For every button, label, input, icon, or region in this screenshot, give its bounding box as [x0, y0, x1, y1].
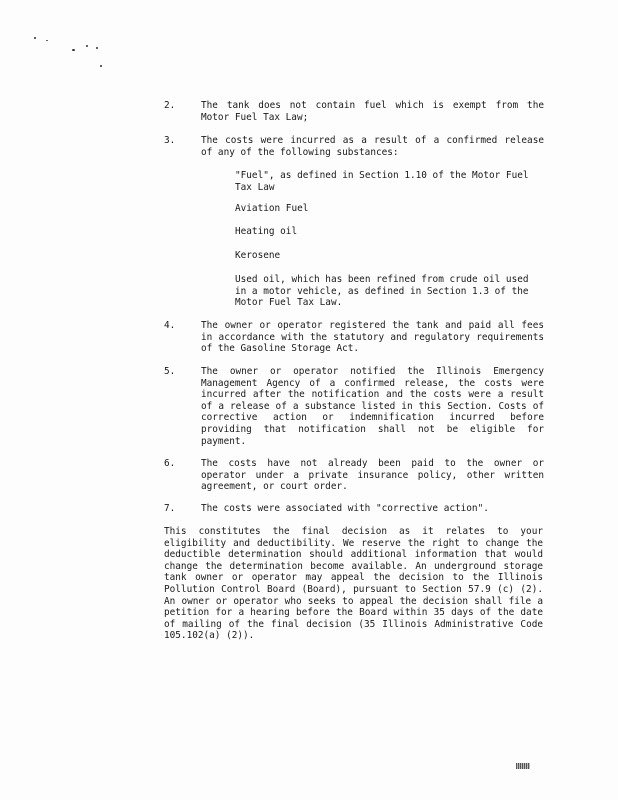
- scan-speck: [72, 49, 75, 51]
- scan-speck: [46, 40, 48, 41]
- substance-item: Heating oil: [235, 226, 298, 237]
- item-number: 2.: [164, 100, 176, 111]
- scan-mark: [516, 763, 530, 769]
- item-number: 7.: [164, 503, 176, 514]
- closing-paragraph: This constitutes the final decision as it relates to your eligibility and deductibility. We reserve the right to change the deductible determination should additional information that would change the determination become available. An underground storage tank owner or operator may appeal the decision to the Illinois Pollution Control Board (Board), pursuant to Section 57.9 (c) (2). An owner or operator who seeks to appeal the decision shall file a petition for a hearing before the Board within 35 days of the date of mailing of the final decision (35 Illinois Administrative Code 105.102(a) (2)).: [164, 526, 543, 642]
- item-text: The tank does not contain fuel which is exempt from the Motor Fuel Tax Law;: [201, 100, 544, 123]
- list-item: [164, 366, 544, 447]
- item-text: The costs have not already been paid to the owner or operator under a private insurance policy, other written agreement, or court order.: [201, 458, 544, 493]
- list-item: [164, 458, 544, 493]
- item-number: 3.: [164, 135, 176, 146]
- item-text: The costs were incurred as a result of a confirmed release of any of the following substances:: [201, 135, 544, 158]
- item-number: 6.: [164, 458, 176, 469]
- item-text: The owner or operator notified the Illinois Emergency Management Agency of a confirmed release, the costs were incurred after the notification and the costs were a result of a release of a substance listed in this Section. Costs of corrective action or indemnification incurred before providing that notification shall not be eligible for payment.: [201, 366, 544, 447]
- item-text: The costs were associated with "corrective action".: [201, 503, 489, 514]
- item-number: 4.: [164, 320, 176, 331]
- scan-speck: [86, 45, 88, 47]
- item-number: 5.: [164, 366, 176, 377]
- list-item: [164, 135, 544, 158]
- scan-speck: [34, 37, 36, 39]
- list-item: [164, 320, 544, 355]
- substance-item: "Fuel", as defined in Section 1.10 of the Motor Fuel Tax Law: [235, 170, 529, 193]
- list-item: [164, 503, 544, 515]
- item-text: The owner or operator registered the tank and paid all fees in accordance with the statutory and regulatory requirements of the Gasoline Storage Act.: [201, 320, 544, 355]
- list-item: [164, 100, 544, 123]
- substance-item: Used oil, which has been refined from crude oil used in a motor vehicle, as defined in Section 1.3 of the Motor Fuel Tax Law.: [235, 274, 529, 309]
- scan-speck: [96, 47, 98, 49]
- substance-item: Kerosene: [235, 250, 281, 261]
- substance-item: Aviation Fuel: [235, 203, 309, 214]
- scan-speck: [100, 65, 102, 67]
